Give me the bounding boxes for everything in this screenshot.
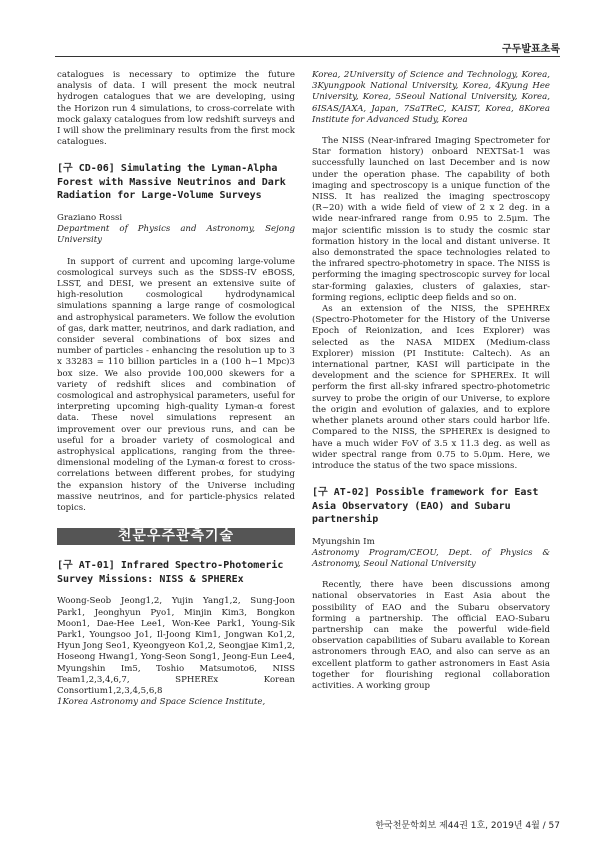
right-column bbox=[312, 70, 550, 692]
header-rule bbox=[55, 56, 560, 57]
at02-affiliation: Astronomy Program/CEOU, Dept. of Physics & Astronomy, Seoul National University bbox=[312, 547, 550, 570]
at02-title: [구 AT-02] Possible framework for East Asia Observatory (EAO) and Subaru partnership bbox=[312, 487, 539, 526]
at01-abstract-1: The NISS (Near-infrared Imaging Spectrometer for Star formation history) onboard NEXTSat-1 was successfully launched on last December and is now under the operation phase. The capability of both imaging and spectroscopy is a unique function of the NISS. It has realized the imaging spectroscopy (R~20) with a wide field of view of 2 x 2 deg. in a wide near-infrared range from 0.95 to 2.5μm. The major scientific mission is to study the cosmic star formation history in the local and distant universe. It also demonstrated the space technologies related to the infrared spectro-photometry in space. The NISS is performing the imaging spectroscopic survey for local star-forming galaxies, clusters of galaxies, star-forming regions, ecliptic deep fields and so on. bbox=[312, 136, 550, 303]
at01-affiliation-start: 1Korea Astronomy and Space Science Institute, bbox=[57, 697, 266, 708]
at01-title: [구 AT-01] Infrared Spectro-Photomeric Survey Missions: NISS & SPHEREx bbox=[57, 560, 284, 585]
continued-paragraph: catalogues is necessary to optimize the future analysis of data. I will present the mock neutral hydrogen catalogues that we are developing, using the Horizon run 4 simulations, to cross-correlate with mock galaxy catalogues from low redshift surveys and I will show the preliminary results from the first mock catalogues. bbox=[57, 70, 295, 148]
at02-author: Myungshin Im bbox=[312, 536, 375, 547]
cd06-affiliation: Department of Physics and Astronomy, Sejong University bbox=[57, 224, 295, 246]
at02-abstract: Recently, there have been discussions among national observatories in East Asia about the possibility of EAO and the Subaru observatory forming a partnership. The official EAO-Subaru partnership can make the powerful wide-field observation capabilities of Subaru available to Korean astronomers through EAO, and also can serve as an excellent platform to gather astronomers in East Asia together for flourishing regional collaboration activities. A working group bbox=[312, 580, 550, 692]
at01-affiliation-rest: Korea, 2University of Science and Technology, Korea, 3Kyungpook National University, Korea, 4Kyung Hee University, Korea, 5Seoul National University, Korea, 6ISAS/JAXA, Japan, 7SaTReC, KAIST, Korea, 8Korea Institute for Advanced Study, Korea bbox=[312, 70, 550, 125]
cd06-abstract: In support of current and upcoming large-volume cosmological surveys such as the SDSS-IV eBOSS, LSST, and DESI, we present an extensive suite of high-resolution cosmological hydrodynamical simulations spanning a large range of cosmological and astrophysical parameters. We follow the evolution of gas, dark matter, neutrinos, and dark radiation, and consider several combinations of box sizes and number of particles - enhancing the resolution up to 3 x 33283 = 110 billion particles in a (100 h−1 Mpc)3 box size. We also provide 100,000 skewers for a variety of redshift slices and combination of cosmological and astrophysical parameters, useful for interpreting upcoming high-quality Lyman-α forest data. These novel simulations represent an improvement over our previous runs, and can be useful for a broader variety of cosmological and astrophysical applications, ranging from the three-dimensional modeling of the Lyman-α forest to cross-correlations between different probes, for studying the expansion history of the Universe including massive neutrinos, and for particle-physics related topics. bbox=[57, 256, 295, 513]
cd06-author: Graziano Rossi bbox=[57, 212, 123, 223]
cd06-title: [구 CD-06] Simulating the Lyman-Alpha Forest with Massive Neutrinos and Dark Radiation for Large-Volume Surveys bbox=[57, 163, 286, 202]
page-footer: 한국천문학회보 제44권 1호, 2019년 4월 / 57 bbox=[375, 821, 560, 831]
at01-abstract-2: As an extension of the NISS, the SPEHREx (Spectro-Photometer for the History of the Universe Epoch of Reionization, and Ices Explorer) was selected as the NASA MIDEX (Medium-class Explorer) mission (PI Institute: Caltech). As an international partner, KASI will participate in the development and the science for SPHEREx. It will perform the first all-sky infrared spectro-photometric survey to probe the origin of our Universe, to explore the origin and evolution of galaxies, and to explore whether planets around other stars could harbor life. Compared to the NISS, the SPHEREx is designed to have a much wider FoV of 3.5 x 11.3 deg. as well as wider spectral range from 0.75 to 5.0μm. Here, we introduce the status of the two space missions. bbox=[312, 304, 550, 471]
section-banner: 천문우주관측기술 bbox=[57, 528, 295, 545]
running-header: 구두발표초록 bbox=[502, 44, 560, 55]
left-column bbox=[57, 70, 295, 718]
at01-authors: Woong-Seob Jeong1,2, Yujin Yang1,2, Sung-Joon Park1, Jeonghyun Pyo1, Minjin Kim3, Bongkon Moon1, Dae-Hee Lee1, Won-Kee Park1, Young-Sik Park1, Youngsoo Jo1, Il-Joong Kim1, Jongwan Ko1,2, Hyun Jong Seo1, Kyeongyeon Ko1,2, Seongjae Kim1,2, Hoseong Hwang1, Yong-Seon Song1, Jeong-Eun Lee4, Myungshin Im5, Toshio Matsumoto6, NISS Team1,2,3,4,6,7, SPHEREx Korean Consortium1,2,3,4,5,6,8 bbox=[57, 596, 296, 697]
